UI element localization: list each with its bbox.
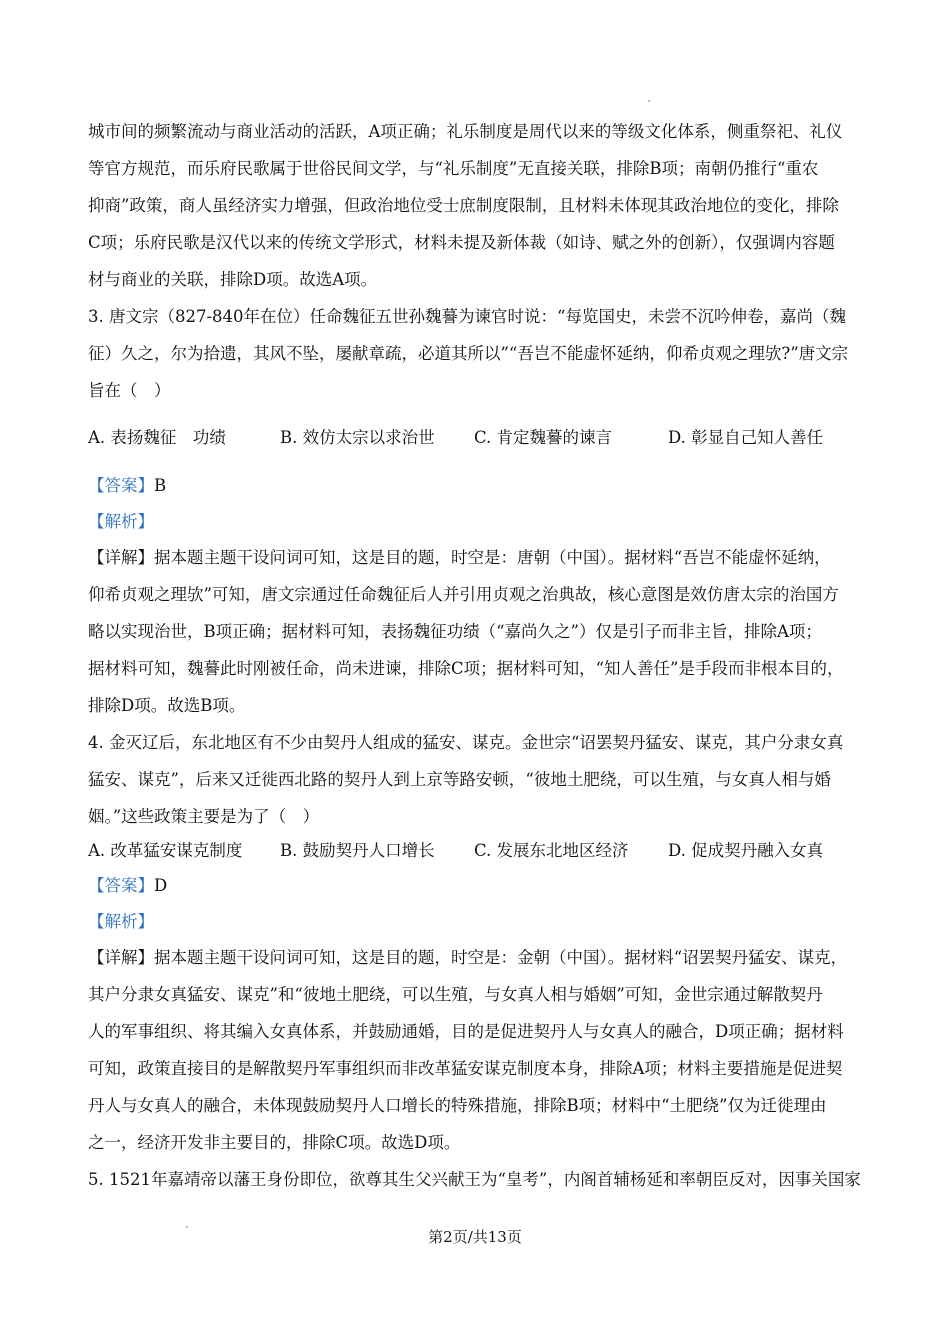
detail-line: 人的军事组织、将其编入女真体系，并鼓励通婚，目的是促进契丹人与女真人的融合，D项正确；据材料 bbox=[88, 1022, 844, 1041]
paragraph-line: 抑商”政策，商人虽经济实力增强，但政治地位受士庶制度限制，且材料未体现其政治地位的变化，排除 bbox=[88, 196, 839, 215]
paragraph-line: 等官方规范，而乐府民歌属于世俗民间文学，与“礼乐制度”无直接关联，排除B项；南朝仍推行“重农 bbox=[88, 159, 819, 178]
analysis-tag: 【解析】 bbox=[88, 912, 154, 931]
option-c: C. 肯定魏謩的谏言 bbox=[474, 428, 613, 447]
answer-line bbox=[88, 875, 167, 897]
option-c: C. 发展东北地区经济 bbox=[474, 841, 629, 860]
detail-line: 丹人与女真人的融合，未体现鼓励契丹人口增长的特殊措施，排除B项；材料中“土肥绕”仅为迁徙理由 bbox=[88, 1096, 827, 1115]
analysis-line bbox=[88, 511, 154, 533]
answer-value: D bbox=[154, 876, 168, 895]
detail-line: 可知，政策直接目的是解散契丹军事组织而非改革猛安谋克制度本身，排除A项；材料主要措施是促进契 bbox=[88, 1059, 843, 1078]
detail-tag: 【详解】 bbox=[88, 548, 154, 567]
detail-line: 据材料可知，魏謩此时刚被任命，尚未进谏，排除C项；据材料可知，“知人善任”是手段而非根本目的， bbox=[88, 659, 844, 678]
option-a: A. 表扬魏征 功绩 bbox=[88, 428, 226, 447]
detail-text: 据本题主题干设问词可知，这是目的题，时空是：金朝（中国）。据材料“诏罢契丹猛安、谋克， bbox=[154, 948, 848, 967]
page-footer: 第2页/共13页 bbox=[428, 1228, 522, 1246]
option-d: D. 彰显自己知人善任 bbox=[668, 428, 824, 447]
question-4-stem: 4. 金灭辽后，东北地区有不少由契丹人组成的猛安、谋克。金世宗“诏罢契丹猛安、谋克，其户分隶女真 bbox=[88, 733, 844, 752]
detail-line bbox=[88, 947, 847, 969]
paragraph-line: 城市间的频繁流动与商业活动的活跃，A项正确；礼乐制度是周代以来的等级文化体系，侧重祭祀、礼仪 bbox=[88, 122, 843, 141]
paragraph-line: 材与商业的关联，排除D项。故选A项。 bbox=[88, 270, 378, 289]
answer-tag: 【答案】 bbox=[88, 476, 154, 495]
question-3-stem: 征）久之，尔为拾遗，其风不坠，屡献章疏，必道其所以”“吾岂不能虚怀延纳，仰希贞观之理欤?”唐文宗 bbox=[88, 344, 849, 363]
detail-line: 略以实现治世，B项正确；据材料可知，表扬魏征功绩（“嘉尚久之”）仅是引子而非主旨，排除A项； bbox=[88, 622, 822, 641]
option-b: B. 鼓励契丹人口增长 bbox=[280, 841, 435, 860]
detail-line: 仰希贞观之理欤”可知，唐文宗通过任命魏征后人并引用贞观之治典故，核心意图是效仿唐太宗的治国方 bbox=[88, 585, 839, 604]
analysis-tag: 【解析】 bbox=[88, 512, 154, 531]
option-b: B. 效仿太宗以求治世 bbox=[280, 428, 435, 447]
detail-line: 其户分隶女真猛安、谋克”和“彼地土肥绕，可以生殖，与女真人相与婚姻”可知，金世宗通过解散契丹 bbox=[88, 985, 823, 1004]
answer-value: B bbox=[154, 476, 167, 495]
answer-tag: 【答案】 bbox=[88, 876, 154, 895]
scan-speck bbox=[648, 100, 650, 102]
question-4-stem: 猛安、谋克”，后来又迁徙西北路的契丹人到上京等路安顿，“彼地土肥绕，可以生殖，与女真人相与婚 bbox=[88, 770, 831, 789]
detail-line: 排除D项。故选B项。 bbox=[88, 696, 246, 715]
detail-tag: 【详解】 bbox=[88, 948, 154, 967]
option-a: A. 改革猛安谋克制度 bbox=[88, 841, 243, 860]
question-3-stem: 旨在（ ） bbox=[88, 381, 171, 400]
question-4-stem: 姻。”这些政策主要是为了（ ） bbox=[88, 807, 320, 826]
analysis-line bbox=[88, 911, 154, 933]
question-5-stem: 5. 1521年嘉靖帝以藩王身份即位，欲尊其生父兴献王为“皇考”，内阁首辅杨延和率朝臣反对，因事关国家 bbox=[88, 1170, 861, 1189]
answer-line bbox=[88, 475, 166, 497]
detail-text: 据本题主题干设问词可知，这是目的题，时空是：唐朝（中国）。据材料“吾岂不能虚怀延纳， bbox=[154, 548, 831, 567]
detail-line bbox=[88, 547, 831, 569]
option-d: D. 促成契丹融入女真 bbox=[668, 841, 824, 860]
question-3-stem: 3. 唐文宗（827-840年在位）任命魏征五世孙魏謩为谏官时说：“每览国史，未尝不沉吟伸卷，嘉尚（魏 bbox=[88, 307, 846, 326]
detail-line: 之一，经济开发非主要目的，排除C项。故选D项。 bbox=[88, 1133, 461, 1152]
paragraph-line: C项；乐府民歌是汉代以来的传统文学形式，材料未提及新体裁（如诗、赋之外的创新），仅强调内容题 bbox=[88, 233, 835, 252]
